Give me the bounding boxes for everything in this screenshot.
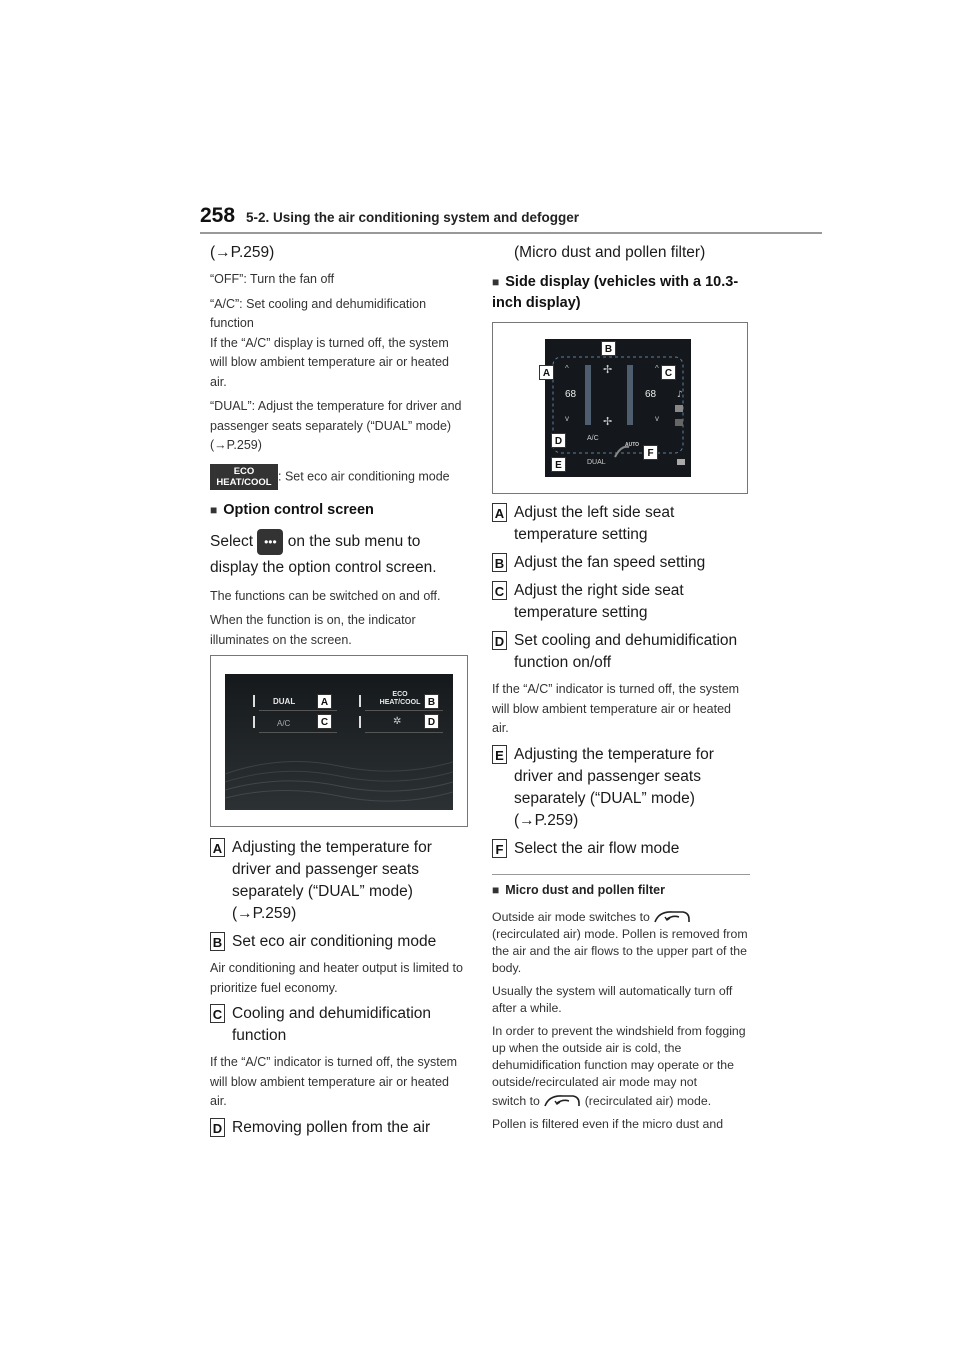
option-control-screen	[225, 674, 453, 810]
ref-top: (→P.259)	[210, 244, 275, 261]
callout-e: E	[551, 457, 566, 472]
item-b: B Set eco air conditioning mode	[210, 931, 468, 953]
right-column	[492, 242, 750, 1139]
indicator-note: When the function is on, the indicator illuminates on the screen.	[210, 613, 416, 647]
side-display-figure	[492, 322, 748, 494]
recirculated-air-icon	[653, 909, 691, 925]
option-screen-figure	[210, 655, 468, 827]
side-display-screen	[542, 339, 691, 477]
side-display-graphics	[545, 339, 691, 477]
item-c-note: If the “A/C” indicator is turned off, the system will blow ambient temperature air or heated air.	[210, 1055, 458, 1109]
off-text: “OFF”: Turn the fan off	[210, 272, 335, 286]
note-divider	[492, 874, 750, 875]
svg-text:^: ^	[655, 364, 659, 373]
pollen-filter-icon[interactable]: ✲	[393, 716, 402, 728]
dual-button[interactable]: DUAL	[587, 459, 606, 466]
side-item-d: D Set cooling and dehumidification function on/off	[492, 630, 750, 674]
item-d: D Removing pollen from the air	[210, 1117, 468, 1139]
eco-text: : Set eco air conditioning mode	[278, 468, 450, 483]
svg-text:✢: ✢	[603, 363, 613, 376]
pollen-indicator	[359, 716, 361, 728]
left-temp[interactable]: 68	[565, 389, 577, 400]
dual-indicator	[253, 695, 255, 707]
switch-note: The functions can be switched on and off.	[210, 588, 441, 603]
eco-indicator	[359, 695, 361, 707]
note-p4: Pollen is filtered even if the micro dust and	[492, 1116, 724, 1131]
left-column	[210, 242, 468, 1145]
note-heading: ■ Micro dust and pollen filter	[492, 882, 665, 897]
more-options-icon: •••	[257, 529, 283, 555]
ac-label[interactable]: A/C	[277, 719, 291, 729]
item-a: A Adjusting the temperature for driver and passenger seats separately (“DUAL” mode) (→P.259)	[210, 837, 468, 925]
eco-heat-cool-icon: ECO HEAT/COOL	[210, 464, 278, 490]
note-p3: In order to prevent the windshield from fogging up when the outside air is cold, the dehumidification function may operate or the outside/recirculated air mode may not	[492, 1023, 746, 1089]
side-display-heading: ■ Side display (vehicles with a 10.3-inch display)	[492, 274, 739, 311]
callout-b: B	[424, 694, 439, 709]
callout-c: C	[317, 714, 332, 729]
item-c: C Cooling and dehumidification function	[210, 1003, 468, 1047]
eco-line	[210, 464, 468, 490]
side-item-c: C Adjust the right side seat temperature setting	[492, 580, 750, 624]
svg-text:v: v	[565, 414, 569, 423]
side-item-d-note: If the “A/C” indicator is turned off, the system will blow ambient temperature air or heated air.	[492, 682, 740, 735]
callout-d: D	[551, 433, 566, 448]
recirculated-air-icon	[543, 1093, 581, 1109]
divider	[259, 732, 337, 733]
divider	[365, 710, 443, 711]
ac-button[interactable]: A/C	[587, 435, 599, 442]
note-p3b: switch to (recirculated air) mode.	[492, 1093, 712, 1108]
divider	[365, 732, 443, 733]
callout-a: A	[539, 365, 554, 380]
note-p1: Outside air mode switches to (recirculated air) mode. Pollen is removed from the air and the air flows to the upper part of the body.	[492, 909, 748, 975]
note-p2: Usually the system will automatically turn off after a while.	[492, 983, 733, 1015]
callout-f: F	[643, 445, 658, 460]
svg-text:^: ^	[565, 364, 569, 373]
option-control-heading: ■ Option control screen	[210, 501, 374, 518]
ac-note: If the “A/C” display is turned off, the system will blow ambient temperature air or heated air.	[210, 335, 450, 389]
section-title: 5-2. Using the air conditioning system and defogger	[246, 210, 580, 225]
callout-a: A	[317, 694, 332, 709]
callout-d: D	[424, 714, 439, 729]
ac-indicator	[253, 716, 255, 728]
auto-button[interactable]: AUTO	[625, 442, 640, 448]
dual-label[interactable]: DUAL	[273, 697, 296, 707]
callout-b: B	[601, 341, 616, 356]
svg-text:♪: ♪	[677, 390, 683, 400]
side-item-a: A Adjust the left side seat temperature setting	[492, 502, 750, 546]
ac-text: “A/C”: Set cooling and dehumidification function	[210, 296, 427, 330]
page-number: 258	[200, 204, 236, 227]
svg-text:✢: ✢	[603, 415, 613, 428]
continued-text: (Micro dust and pollen filter)	[514, 244, 706, 261]
item-b-note: Air conditioning and heater output is limited to prioritize fuel economy.	[210, 961, 463, 995]
dual-text: “DUAL”: Adjust the temperature for driver and passenger seats separately (“DUAL” mode) (→P.259)	[210, 399, 462, 452]
right-temp[interactable]: 68	[645, 389, 657, 400]
divider	[259, 710, 337, 711]
callout-c: C	[661, 365, 676, 380]
side-item-e: E Adjusting the temperature for driver and passenger seats separately (“DUAL” mode) (→P.259)	[492, 744, 750, 832]
header-rule	[200, 232, 822, 234]
svg-text:v: v	[655, 414, 659, 423]
select-instruction: Select ••• on the sub menu to display the option control screen.	[210, 529, 468, 581]
side-item-b: B Adjust the fan speed setting	[492, 552, 750, 574]
eco-label[interactable]: ECO HEAT/COOL	[379, 691, 421, 707]
side-item-f: F Select the air flow mode	[492, 838, 750, 860]
